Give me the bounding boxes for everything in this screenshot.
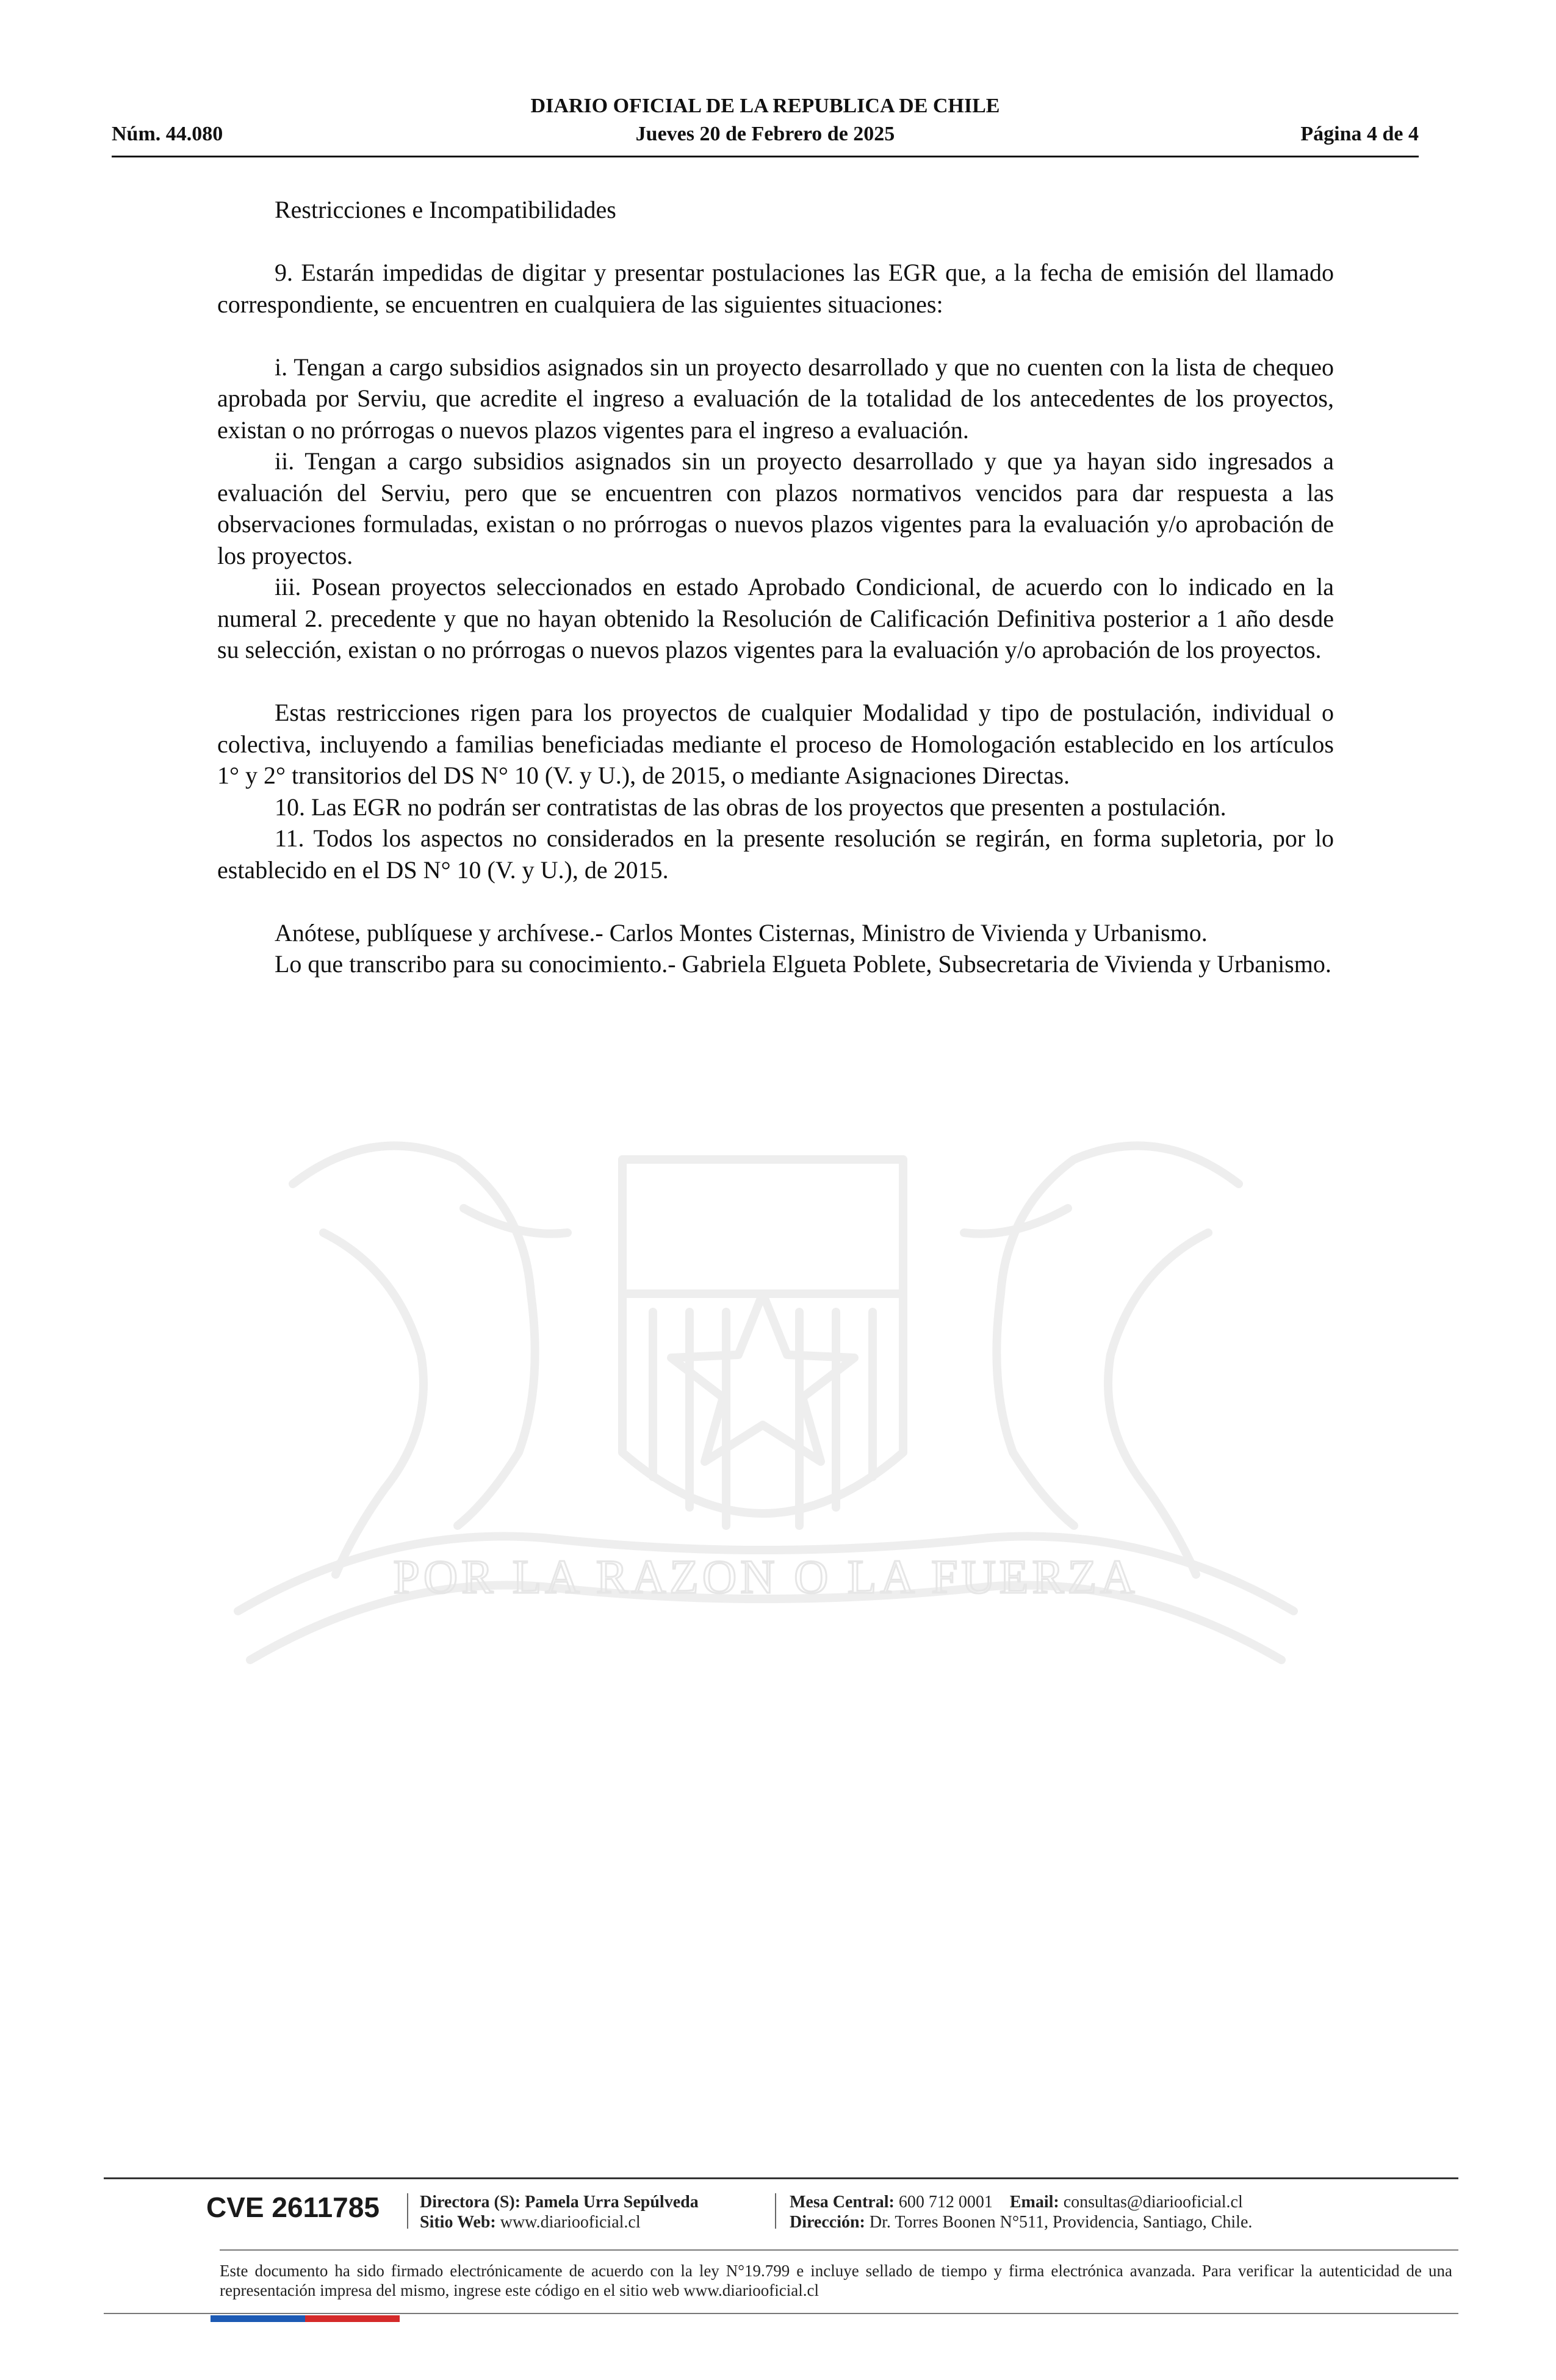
- restrictions-paragraph: Estas restricciones rigen para los proyectos de cualquier Modalidad y tipo de postulación, individual o colectiva, incluyendo a familias beneficiadas mediante el proceso de Homologación establecido en los artículos 1° y 2° transitorios del DS N° 10 (V. y U.), de 2015, o mediante Asignaciones Directas.: [217, 699, 1334, 789]
- address-value: Dr. Torres Boonen N°511, Providencia, Santiago, Chile.: [869, 2213, 1253, 2232]
- coat-of-arms-watermark: [201, 1111, 1330, 1751]
- legal-notice: Este documento ha sido firmado electrónicamente de acuerdo con la ley N°19.799 e incluye sellado de tiempo y firma electrónica avanzada. Para verificar la autenticidad de una representación impresa del mismo, ingrese este código en el sitio web www.diariooficial.cl: [220, 2262, 1452, 2299]
- flag-bar-blue: [211, 2315, 305, 2322]
- item-i: i. Tengan a cargo subsidios asignados sin un proyecto desarrollado y que no cuenten con la lista de chequeo aprobada por Serviu, que acredite el ingreso a evaluación de la totalidad de los antecedentes de los proyectos, existan o no prórrogas o nuevos plazos vigentes para el ingreso a evaluación.: [217, 353, 1334, 444]
- page-header: [112, 95, 1419, 160]
- document-body: [217, 194, 1334, 980]
- issue-date: Jueves 20 de Febrero de 2025: [635, 123, 895, 145]
- footer-contact-block: [790, 2192, 1252, 2232]
- flag-bar-red: [305, 2315, 400, 2322]
- cve-code: CVE 2611785: [206, 2191, 380, 2223]
- email-label: Email:: [1009, 2193, 1059, 2212]
- header-rule: [112, 156, 1419, 157]
- footer-top-rule: [104, 2177, 1458, 2179]
- paragraph-9: 9. Estarán impedidas de digitar y presentar postulaciones las EGR que, a la fecha de emisión del llamado correspondiente, se encuentren en cualquiera de las siguientes situaciones:: [217, 259, 1334, 318]
- footer-director-block: [420, 2192, 699, 2232]
- issue-number: Núm. 44.080: [112, 123, 223, 145]
- web-link[interactable]: www.diariooficial.cl: [500, 2213, 641, 2232]
- footer-separator: [775, 2193, 776, 2229]
- footer-separator: [407, 2193, 408, 2229]
- address-label: Dirección:: [790, 2213, 865, 2232]
- page-footer: [104, 2177, 1458, 2327]
- journal-title: DIARIO OFICIAL DE LA REPUBLICA DE CHILE: [530, 95, 1000, 117]
- motto-text: POR LA RAZON O LA FUERZA: [393, 1550, 1139, 1603]
- footer-mid-rule: [220, 2249, 1458, 2251]
- section-title: Restricciones e Incompatibilidades: [275, 196, 616, 223]
- closing-paragraph: Anótese, publíquese y archívese.- Carlos Montes Cisternas, Ministro de Vivienda y Urbanismo.: [275, 918, 1208, 947]
- transcribe-paragraph: Lo que transcribo para su conocimiento.- Gabriela Elgueta Poblete, Subsecretaria de Vivienda y Urbanismo.: [275, 950, 1331, 978]
- email-link[interactable]: consultas@diariooficial.cl: [1063, 2193, 1243, 2212]
- phone-label: Mesa Central:: [790, 2193, 895, 2212]
- item-ii: ii. Tengan a cargo subsidios asignados sin un proyecto desarrollado y que ya hayan sido ingresados a evaluación del Serviu, pero que se encuentren con plazos normativos vencidos para dar respuesta a las observaciones formuladas, existan o no prórrogas o nuevos plazos vigentes para la evaluación y/o aprobación de los proyectos.: [217, 447, 1334, 569]
- director-label: Directora (S): Pamela Urra Sepúlveda: [420, 2193, 699, 2212]
- item-iii: iii. Posean proyectos seleccionados en estado Aprobado Condicional, de acuerdo con lo indicado en la numeral 2. precedente y que no hayan obtenido la Resolución de Calificación Definitiva posterior a 1 año desde su selección, existan o no prórrogas o nuevos plazos vigentes para la evaluación y/o aprobación de los proyectos.: [217, 573, 1334, 663]
- footer-bottom-rule: [104, 2313, 1458, 2314]
- web-label: Sitio Web:: [420, 2213, 496, 2232]
- paragraph-10: 10. Las EGR no podrán ser contratistas de las obras de los proyectos que presenten a postulación.: [275, 793, 1226, 821]
- phone-value: 600 712 0001: [898, 2193, 993, 2212]
- page-number: Página 4 de 4: [1300, 123, 1419, 145]
- paragraph-11: 11. Todos los aspectos no considerados en la presente resolución se regirán, en forma supletoria, por lo establecido en el DS N° 10 (V. y U.), de 2015.: [217, 824, 1334, 884]
